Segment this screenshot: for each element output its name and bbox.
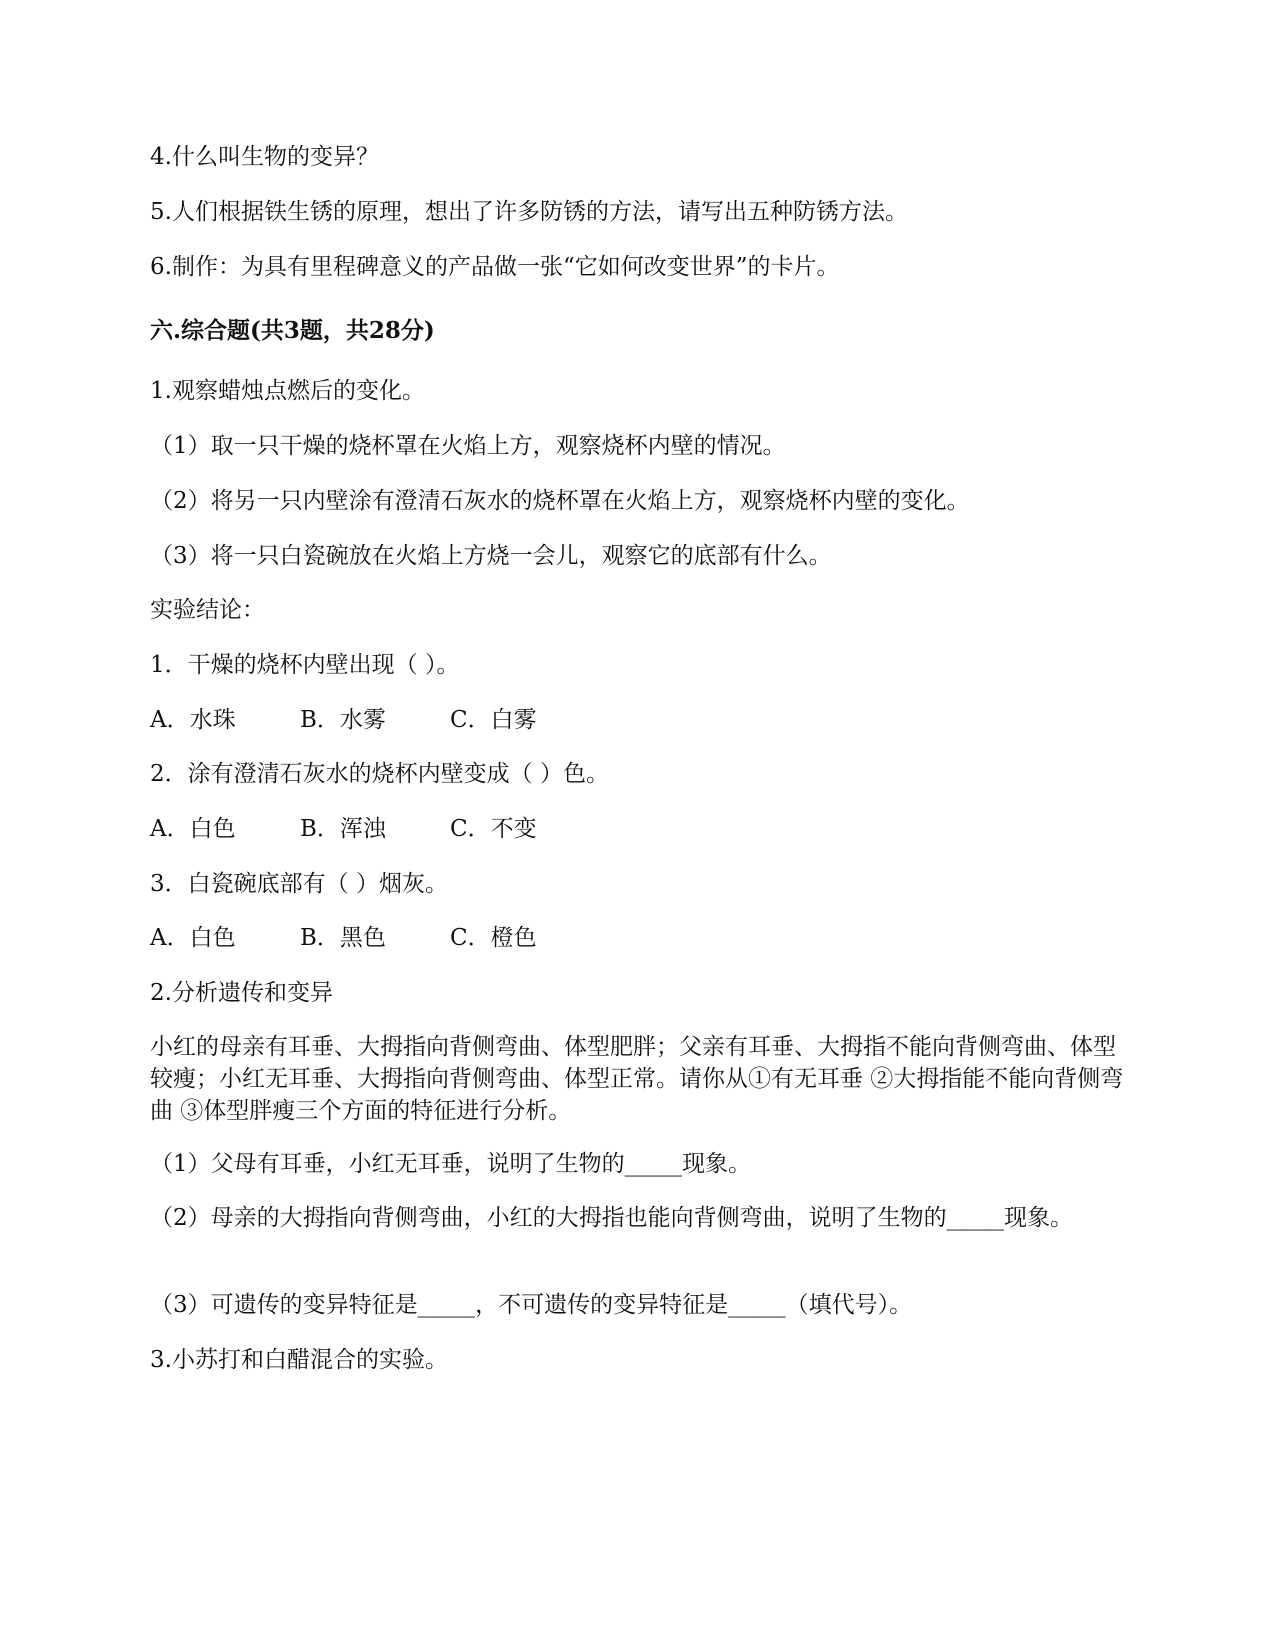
option-c: C．白雾 <box>450 707 537 733</box>
q1-step-1: （1）取一只干燥的烧杯罩在火焰上方，观察烧杯内壁的情况。 <box>150 433 786 459</box>
q2-title: 2.分析遗传和变异 <box>150 980 333 1006</box>
option-a: A．白色 <box>150 925 236 951</box>
q1-item-1-options <box>150 705 600 735</box>
option-b: B．水雾 <box>300 707 386 733</box>
q1-item-2-options <box>150 814 600 844</box>
option-c: C．不变 <box>450 816 537 842</box>
q1-title: 1.观察蜡烛点燃后的变化。 <box>150 378 425 404</box>
option-a: A．水珠 <box>150 707 236 733</box>
option-a: A．白色 <box>150 816 236 842</box>
q1-step-3: （3）将一只白瓷碗放在火焰上方烧一会儿，观察它的底部有什么。 <box>150 543 832 569</box>
option-b: B．黑色 <box>300 925 386 951</box>
q1-conclusion-label: 实验结论： <box>150 597 265 623</box>
q1-item-2-stem: 2．涂有澄清石灰水的烧杯内壁变成（ ）色。 <box>150 761 609 787</box>
q1-item-3-options <box>150 923 600 953</box>
q1-step-2: （2）将另一只内壁涂有澄清石灰水的烧杯罩在火焰上方，观察烧杯内壁的变化。 <box>150 488 970 514</box>
question-6: 6.制作：为具有里程碑意义的产品做一张“它如何改变世界”的卡片。 <box>150 254 840 280</box>
option-b: B．浑浊 <box>300 816 386 842</box>
q2-passage <box>150 1031 1130 1127</box>
question-5: 5.人们根据铁生锈的原理，想出了许多防锈的方法，请写出五种防锈方法。 <box>150 199 908 225</box>
section-heading: 六.综合题(共3题，共28分) <box>150 317 435 344</box>
option-c: C．橙色 <box>450 925 537 951</box>
q1-item-1-stem: 1．干燥的烧杯内壁出现（ ）。 <box>150 652 460 678</box>
q2-sub-1: （1）父母有耳垂，小红无耳垂，说明了生物的_____现象。 <box>150 1151 752 1177</box>
question-4: 4.什么叫生物的变异？ <box>150 144 379 170</box>
q2-passage-text: 小红的母亲有耳垂、大拇指向背侧弯曲、体型肥胖；父亲有耳垂、大拇指不能向背侧弯曲、体型较瘦；小红无耳垂、大拇指向背侧弯曲、体型正常。请你从①有无耳垂 ②大拇指能不能向背侧弯曲 ③体型胖瘦三个方面的特征进行分析。 <box>150 1034 1124 1124</box>
q1-item-3-stem: 3．白瓷碗底部有（ ）烟灰。 <box>150 871 448 897</box>
q3-title: 3.小苏打和白醋混合的实验。 <box>150 1347 448 1373</box>
q2-sub-2: （2）母亲的大拇指向背侧弯曲，小红的大拇指也能向背侧弯曲，说明了生物的_____现象。 <box>150 1205 1074 1231</box>
q2-sub-3: （3）可遗传的变异特征是_____，不可遗传的变异特征是_____（填代号）。 <box>150 1292 913 1318</box>
